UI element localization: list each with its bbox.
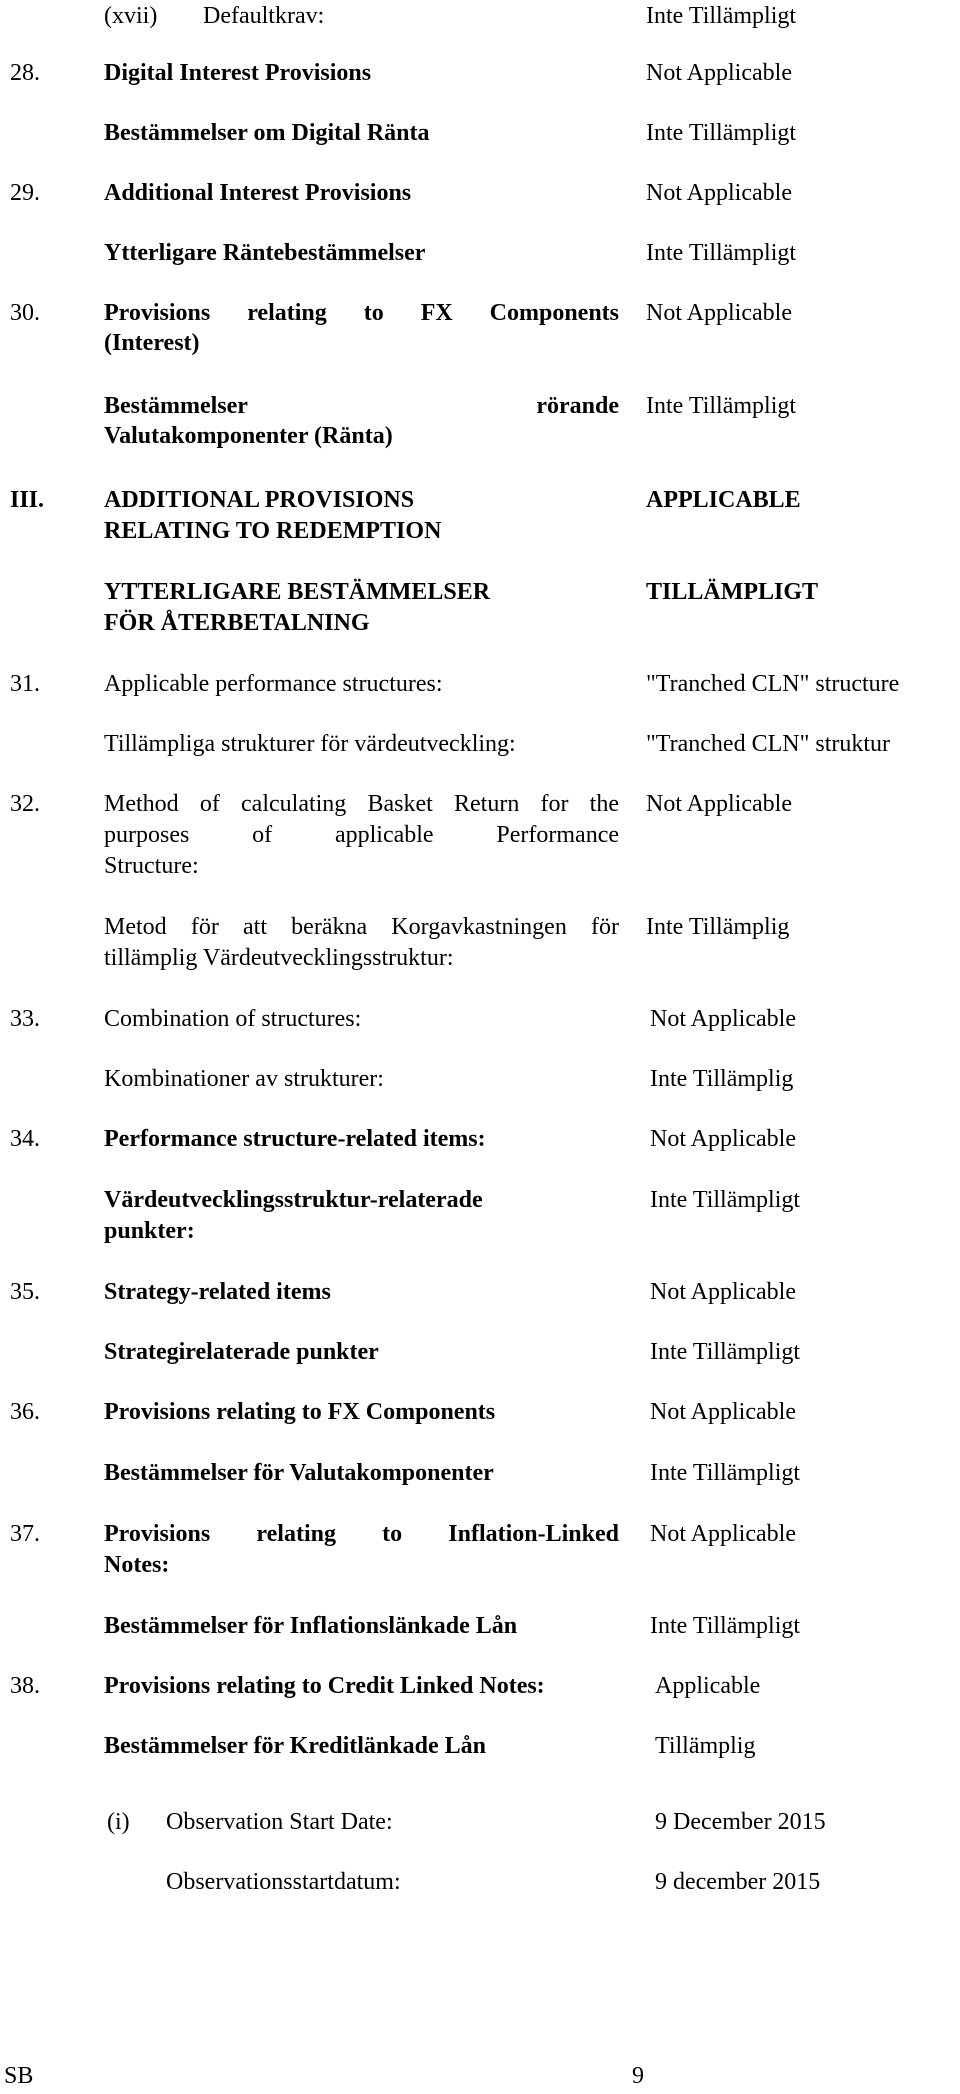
item-value: Not Applicable	[650, 1521, 796, 1547]
item-label-sv: Kombinationer av strukturer:	[104, 1066, 384, 1092]
item-value: Not Applicable	[650, 1279, 796, 1305]
item-value-sv: Inte Tillämpligt	[650, 1339, 801, 1365]
item-number: (xvii)	[104, 3, 158, 29]
item-value: Not Applicable	[646, 180, 792, 206]
item-number: 37.	[10, 1521, 40, 1547]
item-number: 38.	[10, 1673, 40, 1699]
item-label-sv: Strategirelaterade punkter	[104, 1339, 379, 1365]
item-value: Applicable	[655, 1673, 761, 1699]
item-label: Provisions relating to FX Components	[104, 1399, 496, 1425]
item-number: (i)	[107, 1809, 130, 1835]
item-number: 31.	[10, 671, 40, 697]
item-label: Provisions relating to Inflation-Linked	[104, 1521, 619, 1547]
item-value: "Tranched CLN" structure	[646, 671, 900, 697]
item-label-sv: Metod för att beräkna Korgavkastningen för	[104, 914, 619, 940]
item-label: Applicable performance structures:	[104, 671, 443, 697]
item-number: 29.	[10, 180, 40, 206]
section-heading: ADDITIONAL PROVISIONS	[104, 487, 415, 513]
section-heading-sv: YTTERLIGARE BESTÄMMELSER	[104, 579, 491, 605]
footer-label: SB	[4, 2063, 34, 2089]
item-label: Combination of structures:	[104, 1006, 362, 1032]
item-number: 28.	[10, 60, 40, 86]
item-label-sv: Bestämmelser om Digital Ränta	[104, 120, 430, 146]
item-value-sv: Inte Tillämplig	[646, 914, 790, 940]
section-heading-cont: RELATING TO REDEMPTION	[104, 518, 442, 544]
item-value: Not Applicable	[646, 300, 792, 326]
item-label: Method of calculating Basket Return for the	[104, 791, 619, 817]
item-value-sv: Inte Tillämplig	[650, 1066, 794, 1092]
item-label: Provisions relating to Credit Linked Notes:	[104, 1673, 545, 1699]
item-label-sv: Bestämmelser för Valutakomponenter	[104, 1460, 494, 1486]
item-value-sv: 9 december 2015	[655, 1869, 821, 1895]
item-label: Observation Start Date:	[166, 1809, 393, 1835]
item-number: 30.	[10, 300, 40, 326]
item-label-sv: Tillämpliga strukturer för värdeutveckling:	[104, 731, 516, 757]
item-number: 33.	[10, 1006, 40, 1032]
item-label-sv: Bestämmelser för Inflationslänkade Lån	[104, 1613, 518, 1639]
item-number: 36.	[10, 1399, 40, 1425]
item-label-sv: Värdeutvecklingsstruktur-relaterade	[104, 1187, 483, 1213]
item-label-sv-cont: punkter:	[104, 1218, 195, 1244]
item-label: Defaultkrav:	[203, 3, 325, 29]
section-value: APPLICABLE	[646, 487, 801, 513]
item-value-sv: Tillämplig	[655, 1733, 756, 1759]
page-number: 9	[632, 2063, 644, 2089]
item-value: Not Applicable	[646, 60, 792, 86]
item-number: 32.	[10, 791, 40, 817]
item-label: Provisions relating to FX Components	[104, 300, 619, 326]
item-value-sv: Inte Tillämpligt	[650, 1187, 801, 1213]
item-value: Not Applicable	[650, 1126, 796, 1152]
item-label-cont: (Interest)	[104, 330, 200, 356]
item-number: 35.	[10, 1279, 40, 1305]
item-value-sv: Inte Tillämpligt	[650, 1460, 801, 1486]
item-value-sv: Inte Tillämpligt	[646, 120, 797, 146]
item-label-sv: Ytterligare Räntebestämmelser	[104, 240, 426, 266]
item-value: 9 December 2015	[655, 1809, 826, 1835]
item-label-cont: Structure:	[104, 853, 199, 879]
item-label: Additional Interest Provisions	[104, 180, 412, 206]
item-label: Performance structure-related items:	[104, 1126, 486, 1152]
item-value: Not Applicable	[646, 791, 792, 817]
item-value-sv: Inte Tillämpligt	[650, 1613, 801, 1639]
item-value-sv: Inte Tillämpligt	[646, 240, 797, 266]
item-label-sv: Bestämmelser rörande	[104, 393, 619, 419]
item-value: Not Applicable	[650, 1006, 796, 1032]
item-label: Digital Interest Provisions	[104, 60, 372, 86]
item-value: Inte Tillämpligt	[646, 3, 797, 29]
item-label-sv-cont: tillämplig Värdeutvecklingsstruktur:	[104, 945, 454, 971]
item-label: Strategy-related items	[104, 1279, 331, 1305]
section-heading-sv-cont: FÖR ÅTERBETALNING	[104, 610, 370, 636]
item-label-sv-cont: Valutakomponenter (Ränta)	[104, 423, 393, 449]
item-label-cont: Notes:	[104, 1552, 170, 1578]
item-number: 34.	[10, 1126, 40, 1152]
item-value: Not Applicable	[650, 1399, 796, 1425]
item-label-cont: purposes of applicable Performance	[104, 822, 619, 848]
item-value-sv: Inte Tillämpligt	[646, 393, 797, 419]
section-value-sv: TILLÄMPLIGT	[646, 579, 819, 605]
item-label-sv: Observationsstartdatum:	[166, 1869, 401, 1895]
section-number: III.	[10, 487, 45, 513]
item-label-sv: Bestämmelser för Kreditlänkade Lån	[104, 1733, 486, 1759]
item-value-sv: "Tranched CLN" struktur	[646, 731, 891, 757]
